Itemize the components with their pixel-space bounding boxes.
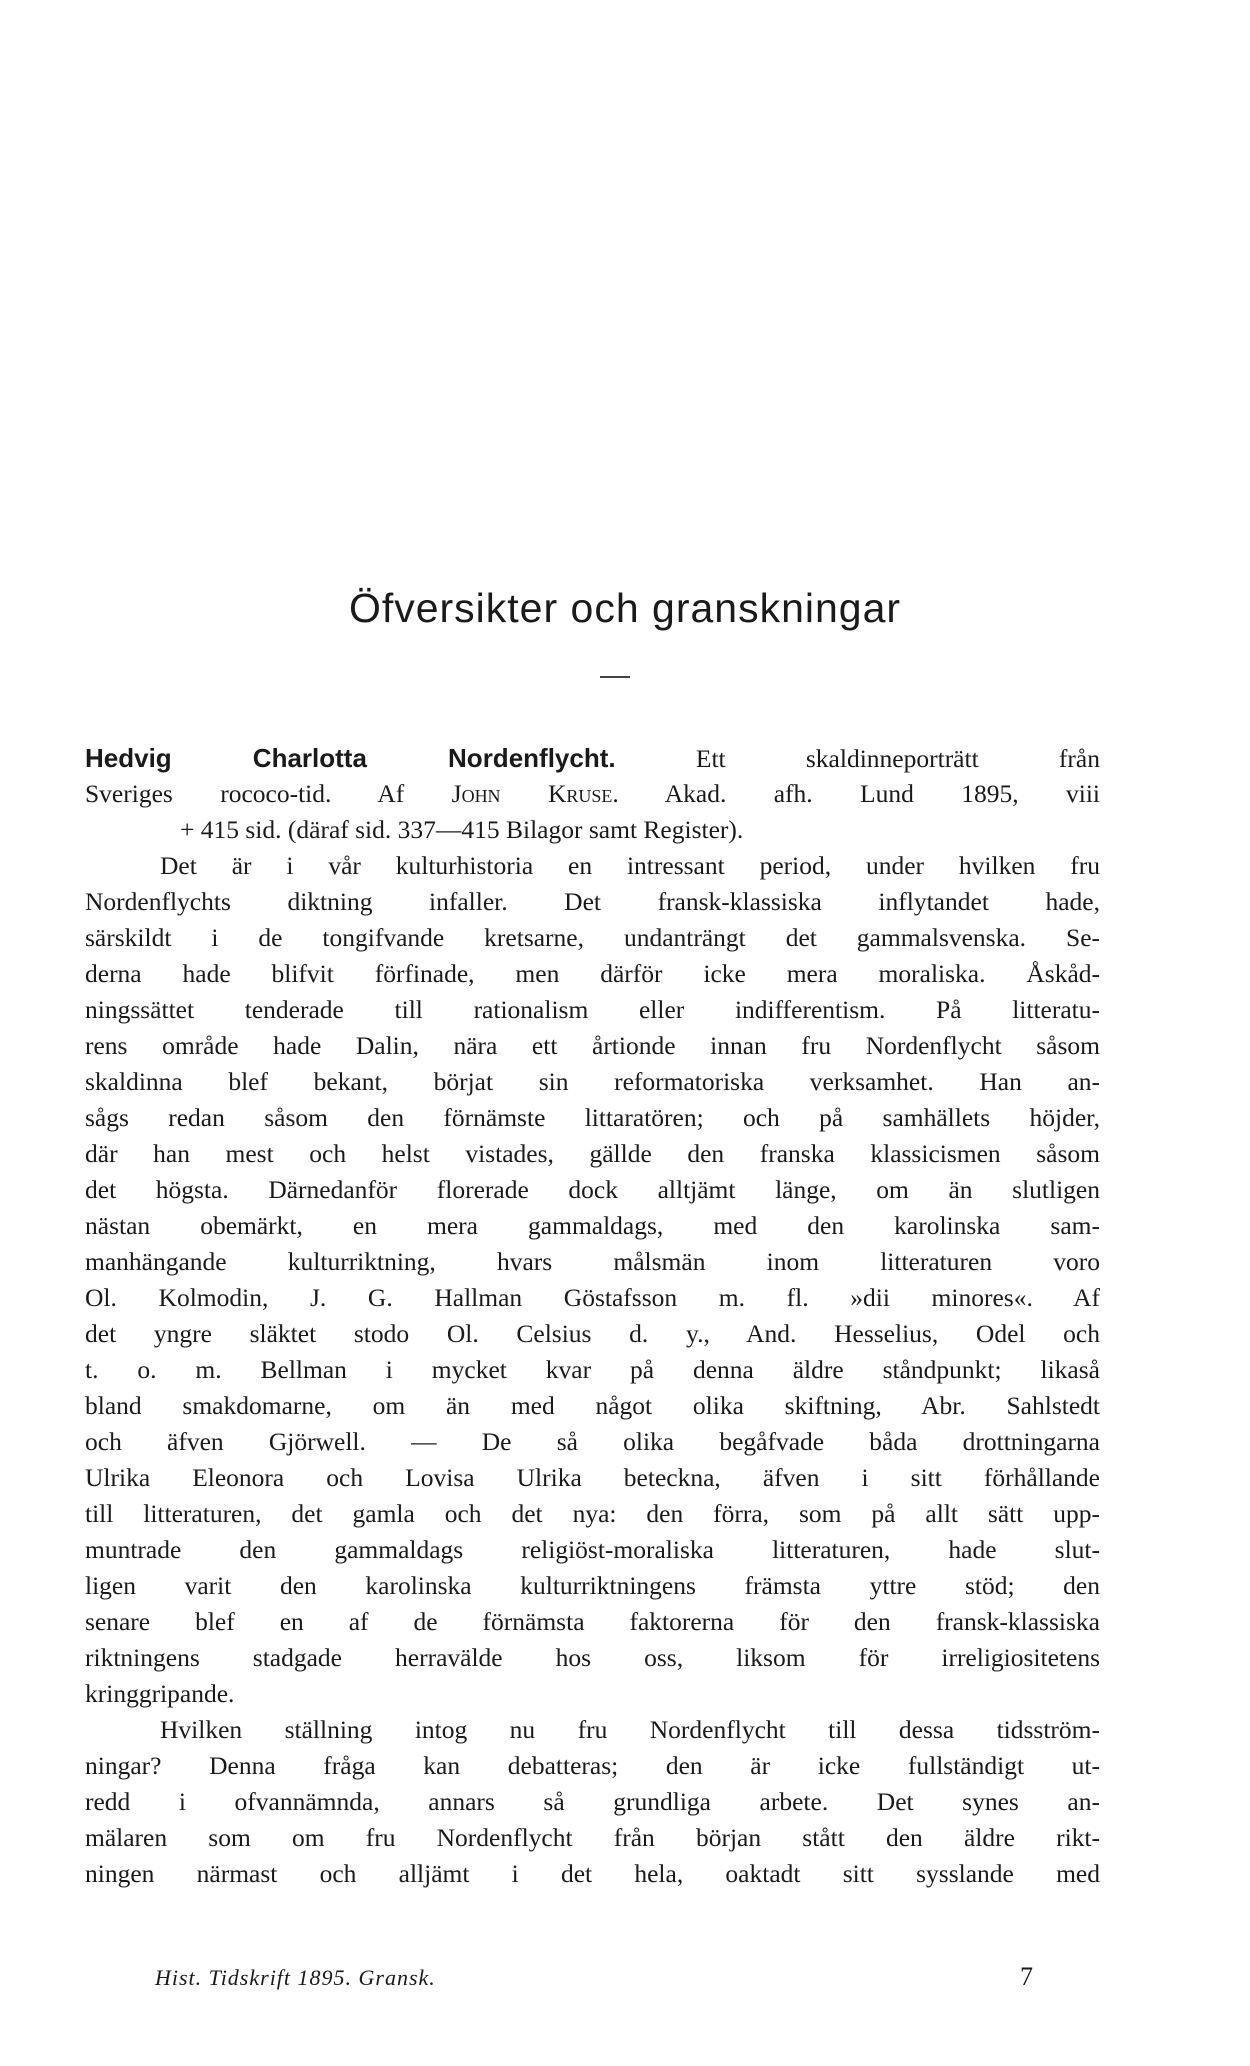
paragraph-1-line: muntrade den gammaldags religiöst-moraliska litteraturen, hade slut- <box>85 1535 1100 1564</box>
entry-publication: . Akad. afh. Lund 1895, viii <box>612 779 1101 808</box>
entry-line-1 <box>85 740 1100 776</box>
heading-divider <box>600 676 630 678</box>
paragraph-1-line: senare blef en af de förnämsta faktorerna för den fransk-klassiska <box>85 1607 1100 1636</box>
page-number: 7 <box>1020 1962 1033 1991</box>
page-footer-signature: Hist. Tidskrift 1895. Gransk. <box>155 1965 436 1990</box>
paragraph-1-line: derna hade blifvit förfinade, men därför icke mera moraliska. Åskåd- <box>85 959 1100 988</box>
paragraph-1-line: särskildt i de tongifvande kretsarne, undanträngt det gammalsvenska. Se- <box>85 923 1100 952</box>
entry-title: Hedvig Charlotta Nordenflycht. <box>85 743 616 773</box>
entry-line-2 <box>85 776 1100 812</box>
paragraph-1-line: det yngre släktet stodo Ol. Celsius d. y., And. Hesselius, Odel och <box>85 1319 1100 1348</box>
paragraph-1-line: manhängande kulturriktning, hvars målsmän inom litteraturen voro <box>85 1247 1100 1276</box>
paragraph-1-line: ningssättet tenderade till rationalism eller indifferentism. På litteratu- <box>85 995 1100 1024</box>
review-body <box>85 740 1100 1892</box>
paragraph-1-line: det högsta. Därnedanför florerade dock alltjämt länge, om än slutligen <box>85 1175 1100 1204</box>
paragraph-1-line: ligen varit den karolinska kulturriktningens främsta yttre stöd; den <box>85 1571 1100 1600</box>
section-heading: Öfversikter och granskningar <box>348 585 902 631</box>
entry-author: John Kruse <box>451 779 613 808</box>
paragraph-1-line: nästan obemärkt, en mera gammaldags, med den karolinska sam- <box>85 1211 1100 1240</box>
paragraph-1-line: till litteraturen, det gamla och det nya: den förra, som på allt sätt upp- <box>85 1499 1100 1528</box>
paragraph-1-line: sågs redan såsom den förnämste littaratören; och på samhällets höjder, <box>85 1103 1100 1132</box>
entry-subtitle: Ett skaldinneporträtt från <box>615 744 1100 773</box>
paragraph-1-line: där han mest och helst vistades, gällde den franska klassicismen såsom <box>85 1139 1100 1168</box>
paragraph-1-line: rens område hade Dalin, nära ett årtionde innan fru Nordenflycht såsom <box>85 1031 1100 1060</box>
paragraph-1-line: skaldinna blef bekant, börjat sin reformatoriska verksamhet. Han an- <box>85 1067 1100 1096</box>
paragraph-1-line: riktningens stadgade herravälde hos oss, liksom för irreligiositetens <box>85 1643 1100 1672</box>
paragraph-2-line: mälaren som om fru Nordenflycht från början stått den äldre rikt- <box>85 1823 1100 1852</box>
paragraph-1-line: Ol. Kolmodin, J. G. Hallman Göstafsson m. fl. »dii minores«. Af <box>85 1283 1100 1312</box>
paragraph-2-line: Hvilken ställning intog nu fru Nordenflycht till dessa tidsström- <box>160 1715 1100 1744</box>
paragraph-2-line: ningen närmast och alljämt i det hela, oaktadt sitt sysslande med <box>85 1859 1100 1888</box>
paragraph-1-line: t. o. m. Bellman i mycket kvar på denna äldre ståndpunkt; likaså <box>85 1355 1100 1384</box>
entry-subtitle-cont: Sveriges rococo-tid. Af <box>85 779 452 808</box>
entry-line-3: + 415 sid. (däraf sid. 337—415 Bilagor samt Register). <box>180 815 744 844</box>
paragraph-1-line: och äfven Gjörwell. — De så olika begåfvade båda drottningarna <box>85 1427 1100 1456</box>
paragraph-2-line: redd i ofvannämnda, annars så grundliga arbete. Det synes an- <box>85 1787 1100 1816</box>
paragraph-2-line: ningar? Denna fråga kan debatteras; den är icke fullständigt ut- <box>85 1751 1100 1780</box>
paragraph-1-line: bland smakdomarne, om än med något olika skiftning, Abr. Sahlstedt <box>85 1391 1100 1420</box>
paragraph-1-line: kringgripande. <box>85 1679 235 1708</box>
paragraph-1-line: Ulrika Eleonora och Lovisa Ulrika beteckna, äfven i sitt förhållande <box>85 1463 1100 1492</box>
paragraph-1-line: Det är i vår kulturhistoria en intressant period, under hvilken fru <box>160 851 1100 880</box>
paragraph-1-line: Nordenflychts diktning infaller. Det fransk-klassiska inflytandet hade, <box>85 887 1100 916</box>
